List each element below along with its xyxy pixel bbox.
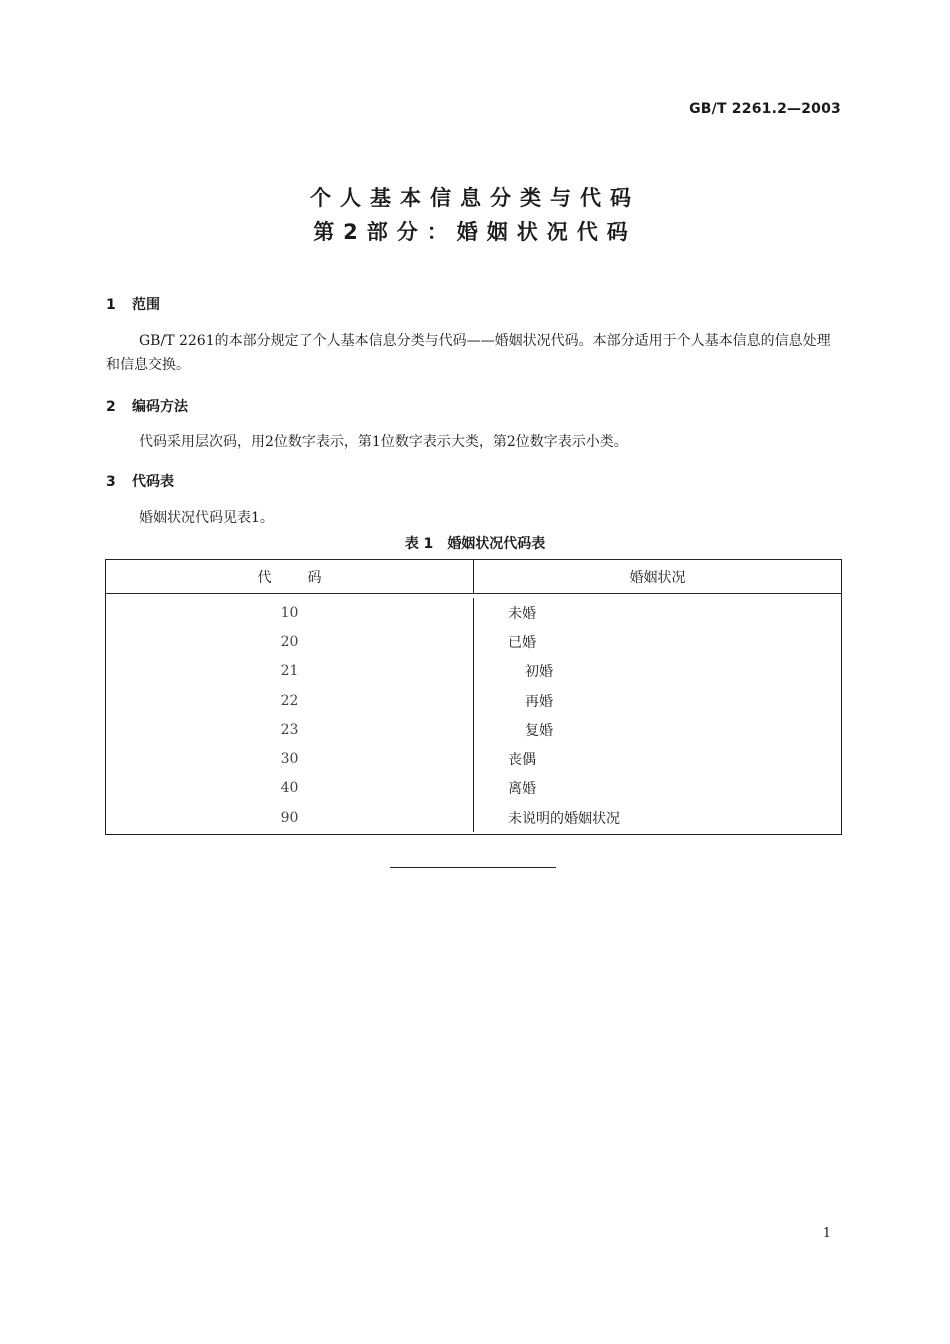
table-row [106,686,841,715]
table-row [106,744,841,773]
section-number: 1 [106,297,116,313]
document-title: 个人基本信息分类与代码 [310,186,640,210]
table-row [106,774,841,803]
standard-number: GB/T 2261.2—2003 [689,101,841,117]
section-heading-scope [106,294,160,314]
end-of-document-rule [390,867,556,868]
code-cell: 10 [106,598,474,627]
section-number: 2 [106,399,116,415]
code-table-paragraph: 婚姻状况代码见表1。 [139,510,274,526]
marital-status-code-table [105,559,842,835]
code-cell: 21 [106,657,474,686]
section-heading-text: 编码方法 [132,399,188,415]
section-number: 3 [106,474,116,490]
code-cell: 23 [106,715,474,744]
status-cell: 初婚 [525,664,553,681]
section-heading-text: 范围 [132,297,160,313]
code-cell: 30 [106,744,474,773]
scope-paragraph: GB/T 2261的本部分规定了个人基本信息分类与代码——婚姻状况代码。本部分适用于个人基本信息的信息处理和信息交换。 [106,333,831,373]
coding-method-paragraph: 代码采用层次码，用2位数字表示，第1位数字表示大类，第2位数字表示小类。 [139,434,628,450]
status-cell: 未婚 [508,605,536,622]
table-row [106,598,841,627]
column-header-code: 代码 [106,560,474,593]
page-number: 1 [822,1226,831,1241]
code-cell: 90 [106,803,474,832]
status-cell: 再婚 [525,693,553,710]
status-cell: 未说明的婚姻状况 [508,810,620,827]
table-row [106,657,841,686]
code-cell: 22 [106,686,474,715]
document-subtitle: 第2部分：婚姻状况代码 [313,220,637,244]
table-caption-number: 表 1 [404,536,434,552]
section-heading-text: 代码表 [132,474,174,490]
section-heading-code-table [106,471,174,491]
table-body [106,594,841,834]
table-row [106,715,841,744]
table-row [106,803,841,832]
status-cell: 已婚 [508,634,536,651]
section-heading-coding-method [106,396,188,416]
column-header-status: 婚姻状况 [629,569,686,586]
status-cell: 离婚 [508,781,536,798]
code-cell: 40 [106,774,474,803]
status-cell: 复婚 [525,722,553,739]
table-caption [0,533,950,553]
table-header-row [106,560,841,594]
status-cell: 丧偶 [508,752,536,769]
table-caption-title: 婚姻状况代码表 [447,536,546,552]
table-row [106,627,841,656]
code-cell: 20 [106,627,474,656]
